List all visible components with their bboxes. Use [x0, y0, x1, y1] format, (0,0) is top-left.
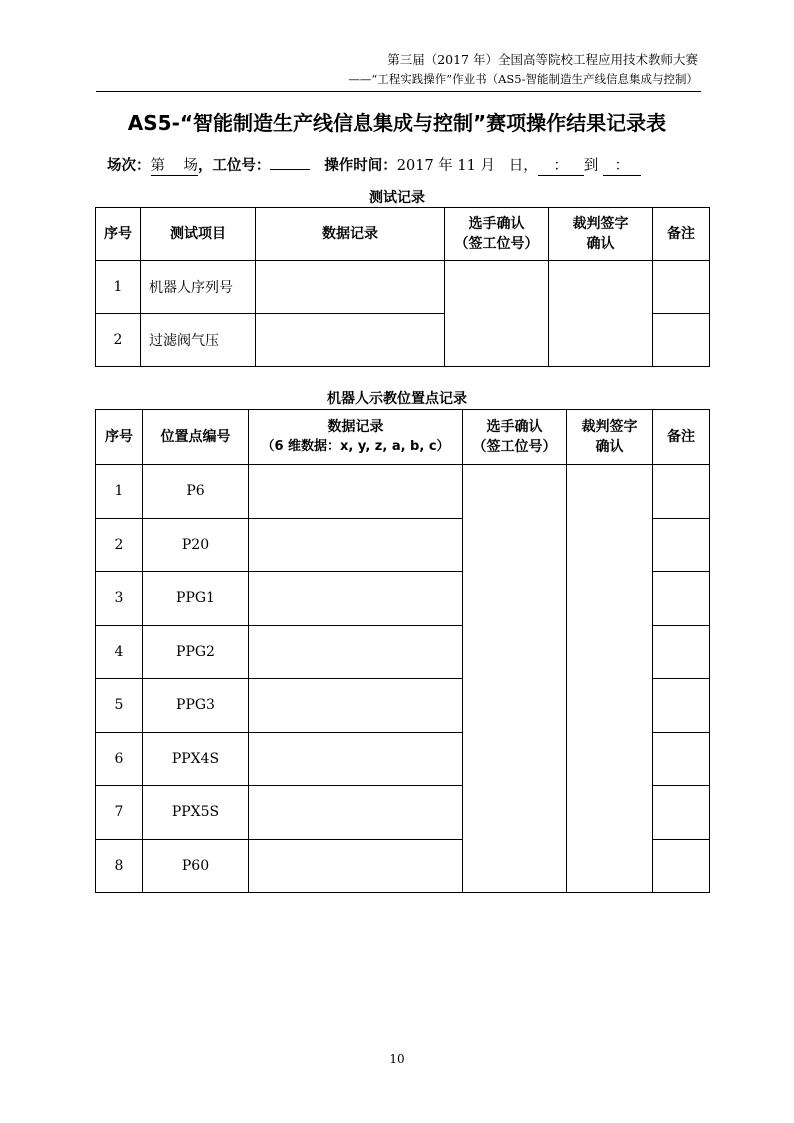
row-no: 4: [96, 625, 143, 679]
col-header-no: 序号: [96, 410, 143, 465]
judge-sub: 确认: [595, 439, 624, 455]
table-row: [96, 261, 710, 314]
station-label: ，工位号：: [197, 158, 271, 174]
header-line-2: ——“工程实践操作”作业书（AS5-智能制造生产线信息集成与控制）: [348, 72, 698, 86]
time-label: 操作时间：: [324, 158, 397, 174]
col-header-data: [249, 410, 463, 465]
col-header-judge: [567, 410, 653, 465]
judge-label: 裁判签字: [572, 216, 629, 232]
data-cell[interactable]: [249, 839, 463, 893]
contestant-confirm-cell[interactable]: [445, 261, 549, 367]
row-point: PPG2: [143, 625, 249, 679]
remark-cell[interactable]: [653, 572, 710, 626]
col-header-contestant: [445, 208, 549, 261]
contestant-label: 选手确认: [486, 419, 543, 435]
test-record-table: [95, 207, 710, 367]
col-header-point: 位置点编号: [143, 410, 249, 465]
judge-sign-cell[interactable]: [549, 261, 653, 367]
data-cell[interactable]: [249, 625, 463, 679]
row-no: 1: [96, 261, 141, 314]
col-header-no: 序号: [96, 208, 141, 261]
remark-cell[interactable]: [653, 786, 710, 840]
row-no: 2: [96, 518, 143, 572]
table-row: [96, 465, 710, 519]
time-value: 2017 年 11 月 日，: [396, 158, 538, 174]
contestant-sub: （签工位号）: [472, 439, 557, 455]
row-point: PPG1: [143, 572, 249, 626]
judge-sign-cell[interactable]: [567, 465, 653, 893]
data-cell[interactable]: [256, 261, 445, 314]
data-cell[interactable]: [249, 518, 463, 572]
row-no: 2: [96, 314, 141, 367]
data-cell[interactable]: [249, 465, 463, 519]
remark-cell[interactable]: [653, 679, 710, 733]
data-label: 数据记录: [327, 419, 384, 435]
row-point: PPX4S: [143, 732, 249, 786]
row-point: PPX5S: [143, 786, 249, 840]
remark-cell[interactable]: [653, 839, 710, 893]
header-rule: [96, 91, 701, 92]
page-number: 10: [389, 1052, 405, 1066]
judge-label: 裁判签字: [581, 419, 638, 435]
data-sub: （6 维数据：x, y, z, a, b, c）: [261, 439, 450, 454]
contestant-sub: （签工位号）: [454, 236, 539, 252]
row-item: 过滤阀气压: [141, 314, 256, 367]
station-field[interactable]: [270, 169, 310, 170]
data-cell[interactable]: [249, 786, 463, 840]
remark-cell[interactable]: [653, 465, 710, 519]
time-from-field[interactable]: ：: [538, 154, 584, 176]
row-no: 3: [96, 572, 143, 626]
remark-cell[interactable]: [653, 261, 710, 314]
test-record-caption: 测试记录: [369, 190, 425, 206]
teach-record-table: [95, 409, 710, 893]
remark-cell[interactable]: [653, 518, 710, 572]
row-point: P60: [143, 839, 249, 893]
col-header-contestant: [463, 410, 567, 465]
remark-cell[interactable]: [653, 732, 710, 786]
contestant-confirm-cell[interactable]: [463, 465, 567, 893]
row-no: 5: [96, 679, 143, 733]
row-point: PPG3: [143, 679, 249, 733]
info-line: [107, 154, 641, 176]
session-label: 场次：: [107, 158, 151, 174]
remark-cell[interactable]: [653, 314, 710, 367]
col-header-item: 测试项目: [141, 208, 256, 261]
col-header-data: 数据记录: [256, 208, 445, 261]
document-title: AS5-“智能制造生产线信息集成与控制”赛项操作结果记录表: [127, 111, 667, 135]
session-field[interactable]: 第 场: [151, 154, 198, 176]
header-line-1: 第三届（2017 年）全国高等院校工程应用技术教师大赛: [387, 52, 698, 67]
data-cell[interactable]: [249, 732, 463, 786]
data-cell[interactable]: [249, 679, 463, 733]
row-item: 机器人序列号: [141, 261, 256, 314]
row-no: 8: [96, 839, 143, 893]
teach-record-caption: 机器人示教位置点记录: [327, 391, 467, 407]
judge-sub: 确认: [586, 236, 615, 252]
col-header-judge: [549, 208, 653, 261]
time-to-field[interactable]: ：: [603, 154, 641, 176]
row-point: P6: [143, 465, 249, 519]
data-cell[interactable]: [249, 572, 463, 626]
row-no: 7: [96, 786, 143, 840]
col-header-remark: 备注: [653, 208, 710, 261]
contestant-label: 选手确认: [468, 216, 525, 232]
row-no: 1: [96, 465, 143, 519]
remark-cell[interactable]: [653, 625, 710, 679]
col-header-remark: 备注: [653, 410, 710, 465]
data-cell[interactable]: [256, 314, 445, 367]
row-no: 6: [96, 732, 143, 786]
to-label: 到: [583, 158, 599, 174]
row-point: P20: [143, 518, 249, 572]
